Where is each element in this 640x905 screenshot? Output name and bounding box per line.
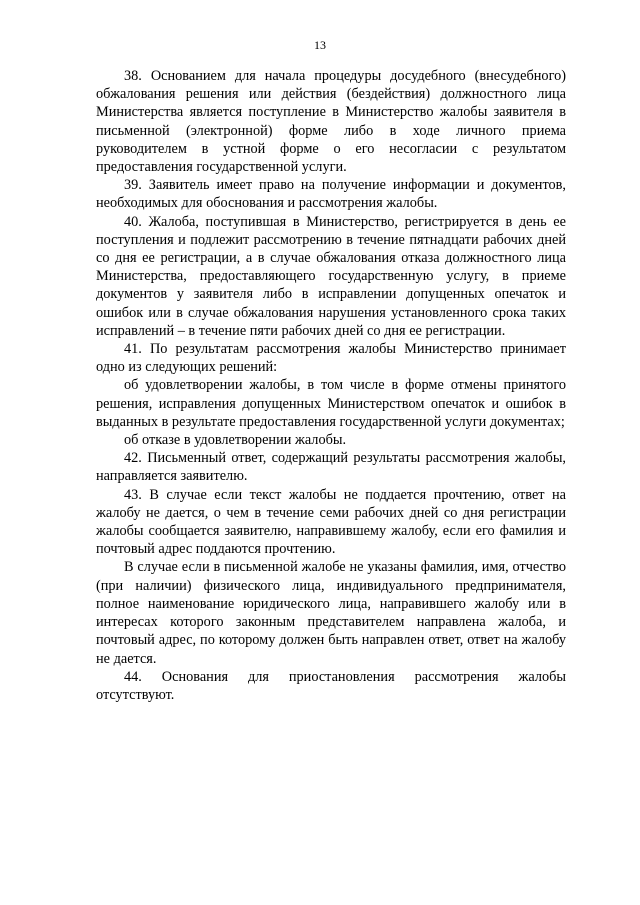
paragraph-43-continued: В случае если в письменной жалобе не указаны фамилия, имя, отчество (при наличии) физического лица, индивидуального предпринимателя, полное наименование юридического лица, направившего жалобу или в интересах которого законным представителем направлена жалоба, и почтовый адрес, по которому должен быть направлен ответ, ответ на жалобу не дается. — [96, 559, 566, 667]
page-number: 13 — [314, 38, 326, 52]
paragraph-43: 43. В случае если текст жалобы не поддается прочтению, ответ на жалобу не дается, о чем в течение семи рабочих дней со дня регистрации жалобы сообщается заявителю, направившему жалобу, если его фамилия и почтовый адрес поддаются прочтению. — [96, 486, 566, 558]
document-body — [96, 67, 566, 704]
paragraph-41: 41. По результатам рассмотрения жалобы Министерство принимает одно из следующих решений: — [96, 341, 566, 376]
paragraph-41-option-satisfy: об удовлетворении жалобы, в том числе в форме отмены принятого решения, исправления допущенных Министерством опечаток и ошибок в выданных в результате предоставления государственной услуги документах; — [96, 377, 566, 430]
paragraph-41-option-refuse: об отказе в удовлетворении жалобы. — [124, 432, 347, 449]
paragraph-44: 44. Основания для приостановления рассмотрения жалобы отсутствуют. — [96, 668, 566, 703]
paragraph-38: 38. Основанием для начала процедуры досудебного (внесудебного) обжалования решения или действия (бездействия) должностного лица Министерства является поступление в Министерство жалобы заявителя в письменной (электронной) форме либо в ходе личного приема руководителем в устной форме о его несогласии с результатом предоставления государственной услуги. — [96, 68, 566, 176]
paragraph-40: 40. Жалоба, поступившая в Министерство, регистрируется в день ее поступления и подлежит рассмотрению в течение пятнадцати рабочих дней со дня ее регистрации, а в случае обжалования отказа должностного лица Министерства, предоставляющего государственную услугу, в приеме документов у заявителя либо в исправлении допущенных опечаток и ошибок или в случае обжалования нарушения установленного срока таких исправлений – в течение пяти рабочих дней со дня ее регистрации. — [96, 213, 566, 339]
paragraph-42: 42. Письменный ответ, содержащий результаты рассмотрения жалобы, направляется заявителю. — [96, 450, 566, 485]
paragraph-39: 39. Заявитель имеет право на получение информации и документов, необходимых для обоснования и рассмотрения жалобы. — [96, 177, 566, 212]
